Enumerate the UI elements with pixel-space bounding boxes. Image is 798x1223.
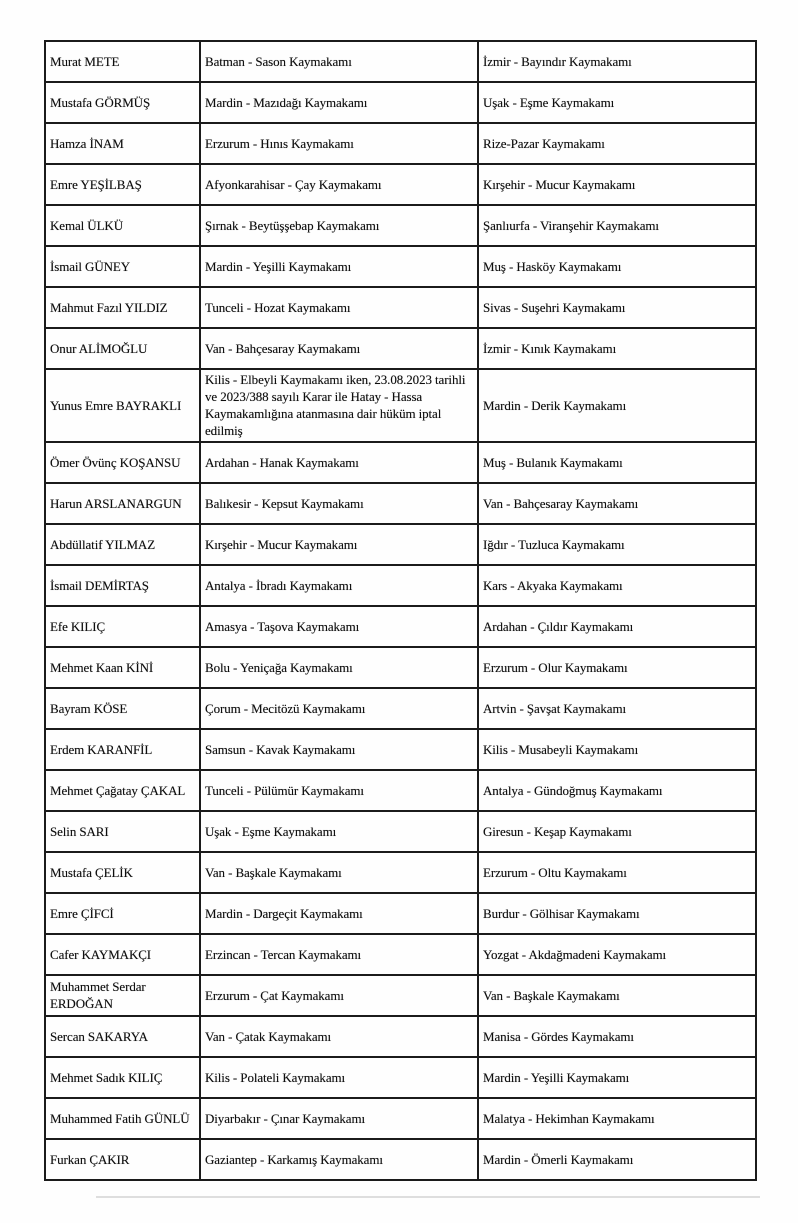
previous-post-cell: Van - Başkale Kaymakamı [200, 852, 478, 893]
table-row [45, 164, 756, 205]
table-row [45, 1139, 756, 1180]
name-cell: Murat METE [45, 41, 200, 82]
new-post-cell: Malatya - Hekimhan Kaymakamı [478, 1098, 756, 1139]
appointments-table [44, 40, 757, 1181]
previous-post-cell: Amasya - Taşova Kaymakamı [200, 606, 478, 647]
name-cell: Mahmut Fazıl YILDIZ [45, 287, 200, 328]
name-cell: Onur ALİMOĞLU [45, 328, 200, 369]
name-cell: Bayram KÖSE [45, 688, 200, 729]
table-row [45, 287, 756, 328]
name-cell: Furkan ÇAKIR [45, 1139, 200, 1180]
new-post-cell: Muş - Hasköy Kaymakamı [478, 246, 756, 287]
table-row [45, 729, 756, 770]
new-post-cell: Mardin - Ömerli Kaymakamı [478, 1139, 756, 1180]
table-row [45, 688, 756, 729]
table-row [45, 524, 756, 565]
name-cell: Muhammed Fatih GÜNLÜ [45, 1098, 200, 1139]
table-row [45, 369, 756, 442]
new-post-cell: Ardahan - Çıldır Kaymakamı [478, 606, 756, 647]
name-cell: Muhammet Serdar ERDOĞAN [45, 975, 200, 1016]
previous-post-cell: Diyarbakır - Çınar Kaymakamı [200, 1098, 478, 1139]
name-cell: Kemal ÜLKÜ [45, 205, 200, 246]
new-post-cell: Van - Bahçesaray Kaymakamı [478, 483, 756, 524]
new-post-cell: Muş - Bulanık Kaymakamı [478, 442, 756, 483]
new-post-cell: İzmir - Kınık Kaymakamı [478, 328, 756, 369]
previous-post-cell: Mardin - Yeşilli Kaymakamı [200, 246, 478, 287]
previous-post-cell: Batman - Sason Kaymakamı [200, 41, 478, 82]
new-post-cell: Kırşehir - Mucur Kaymakamı [478, 164, 756, 205]
name-cell: Hamza İNAM [45, 123, 200, 164]
table-row [45, 647, 756, 688]
appointments-table-body [45, 41, 756, 1180]
scan-artifact-line [96, 1196, 760, 1198]
new-post-cell: Erzurum - Oltu Kaymakamı [478, 852, 756, 893]
table-row [45, 565, 756, 606]
previous-post-cell: Erzurum - Hınıs Kaymakamı [200, 123, 478, 164]
table-row [45, 1057, 756, 1098]
name-cell: Ömer Övünç KOŞANSU [45, 442, 200, 483]
previous-post-cell: Samsun - Kavak Kaymakamı [200, 729, 478, 770]
previous-post-cell: Gaziantep - Karkamış Kaymakamı [200, 1139, 478, 1180]
name-cell: İsmail GÜNEY [45, 246, 200, 287]
new-post-cell: İzmir - Bayındır Kaymakamı [478, 41, 756, 82]
previous-post-cell: Tunceli - Hozat Kaymakamı [200, 287, 478, 328]
new-post-cell: Sivas - Suşehri Kaymakamı [478, 287, 756, 328]
previous-post-cell: Mardin - Mazıdağı Kaymakamı [200, 82, 478, 123]
new-post-cell: Burdur - Gölhisar Kaymakamı [478, 893, 756, 934]
table-row [45, 1098, 756, 1139]
table-row [45, 483, 756, 524]
table-row [45, 442, 756, 483]
name-cell: Mehmet Kaan KİNİ [45, 647, 200, 688]
previous-post-cell: Antalya - İbradı Kaymakamı [200, 565, 478, 606]
new-post-cell: Şanlıurfa - Viranşehir Kaymakamı [478, 205, 756, 246]
previous-post-cell: Afyonkarahisar - Çay Kaymakamı [200, 164, 478, 205]
previous-post-cell: Kilis - Elbeyli Kaymakamı iken, 23.08.2023 tarihli ve 2023/388 sayılı Karar ile Hatay - Hassa Kaymakamlığına atanmasına dair hüküm iptal edilmiş [200, 369, 478, 442]
name-cell: Emre ÇİFCİ [45, 893, 200, 934]
new-post-cell: Mardin - Derik Kaymakamı [478, 369, 756, 442]
name-cell: Selin SARI [45, 811, 200, 852]
previous-post-cell: Uşak - Eşme Kaymakamı [200, 811, 478, 852]
name-cell: Mustafa GÖRMÜŞ [45, 82, 200, 123]
table-row [45, 41, 756, 82]
name-cell: Mustafa ÇELİK [45, 852, 200, 893]
name-cell: Cafer KAYMAKÇI [45, 934, 200, 975]
new-post-cell: Yozgat - Akdağmadeni Kaymakamı [478, 934, 756, 975]
previous-post-cell: Kırşehir - Mucur Kaymakamı [200, 524, 478, 565]
new-post-cell: Manisa - Gördes Kaymakamı [478, 1016, 756, 1057]
name-cell: Abdüllatif YILMAZ [45, 524, 200, 565]
new-post-cell: Artvin - Şavşat Kaymakamı [478, 688, 756, 729]
new-post-cell: Giresun - Keşap Kaymakamı [478, 811, 756, 852]
new-post-cell: Antalya - Gündoğmuş Kaymakamı [478, 770, 756, 811]
previous-post-cell: Erzincan - Tercan Kaymakamı [200, 934, 478, 975]
previous-post-cell: Bolu - Yeniçağa Kaymakamı [200, 647, 478, 688]
name-cell: Mehmet Çağatay ÇAKAL [45, 770, 200, 811]
table-row [45, 1016, 756, 1057]
table-row [45, 811, 756, 852]
new-post-cell: Iğdır - Tuzluca Kaymakamı [478, 524, 756, 565]
previous-post-cell: Ardahan - Hanak Kaymakamı [200, 442, 478, 483]
new-post-cell: Rize-Pazar Kaymakamı [478, 123, 756, 164]
previous-post-cell: Şırnak - Beytüşşebap Kaymakamı [200, 205, 478, 246]
previous-post-cell: Balıkesir - Kepsut Kaymakamı [200, 483, 478, 524]
table-row [45, 934, 756, 975]
name-cell: Yunus Emre BAYRAKLI [45, 369, 200, 442]
table-row [45, 606, 756, 647]
table-row [45, 770, 756, 811]
new-post-cell: Erzurum - Olur Kaymakamı [478, 647, 756, 688]
name-cell: Sercan SAKARYA [45, 1016, 200, 1057]
table-row [45, 82, 756, 123]
new-post-cell: Uşak - Eşme Kaymakamı [478, 82, 756, 123]
name-cell: Mehmet Sadık KILIÇ [45, 1057, 200, 1098]
table-row [45, 205, 756, 246]
previous-post-cell: Van - Çatak Kaymakamı [200, 1016, 478, 1057]
previous-post-cell: Tunceli - Pülümür Kaymakamı [200, 770, 478, 811]
table-row [45, 852, 756, 893]
new-post-cell: Kars - Akyaka Kaymakamı [478, 565, 756, 606]
new-post-cell: Kilis - Musabeyli Kaymakamı [478, 729, 756, 770]
name-cell: Erdem KARANFİL [45, 729, 200, 770]
new-post-cell: Van - Başkale Kaymakamı [478, 975, 756, 1016]
table-row [45, 246, 756, 287]
previous-post-cell: Kilis - Polateli Kaymakamı [200, 1057, 478, 1098]
previous-post-cell: Mardin - Dargeçit Kaymakamı [200, 893, 478, 934]
name-cell: Harun ARSLANARGUN [45, 483, 200, 524]
previous-post-cell: Erzurum - Çat Kaymakamı [200, 975, 478, 1016]
table-row [45, 328, 756, 369]
name-cell: Efe KILIÇ [45, 606, 200, 647]
table-row [45, 893, 756, 934]
name-cell: Emre YEŞİLBAŞ [45, 164, 200, 205]
previous-post-cell: Çorum - Mecitözü Kaymakamı [200, 688, 478, 729]
new-post-cell: Mardin - Yeşilli Kaymakamı [478, 1057, 756, 1098]
table-row [45, 123, 756, 164]
previous-post-cell: Van - Bahçesaray Kaymakamı [200, 328, 478, 369]
table-row [45, 975, 756, 1016]
name-cell: İsmail DEMİRTAŞ [45, 565, 200, 606]
